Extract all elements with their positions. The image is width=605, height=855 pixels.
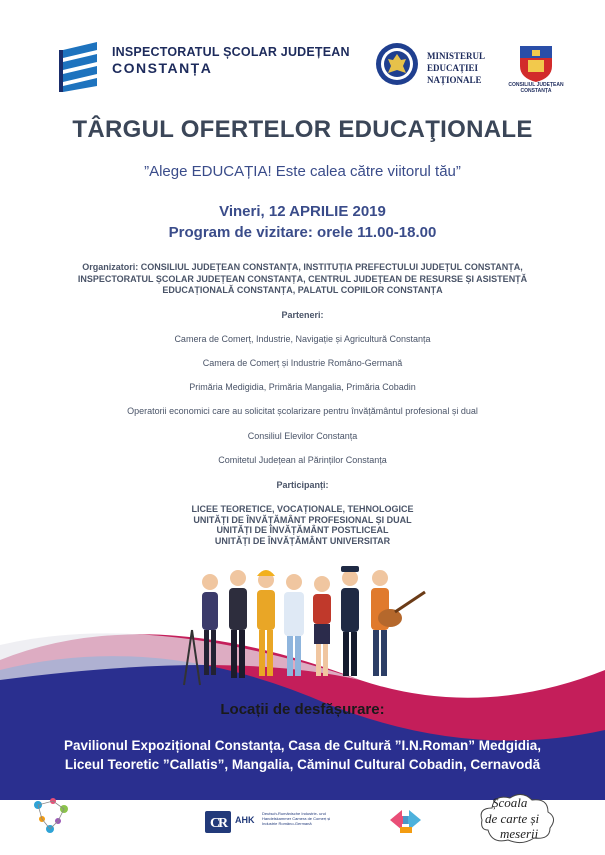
- ministry-line: EDUCAȚIEI: [427, 63, 479, 73]
- event-date: Vineri, 12 APRILIE 2019: [219, 203, 386, 220]
- locations-line: Pavilionul Expozițional Constanța, Casa de Cultură ”I.N.Roman” Medgidia,: [63, 738, 542, 753]
- participant-item: UNITĂȚI DE ÎNVĂȚĂMÂNT POSTLICEAL: [216, 525, 389, 535]
- photographer-figure: [184, 574, 218, 685]
- pilot-figure: [341, 566, 359, 676]
- partner-item: Operatorii economici care au solicitat școlarizare pentru învățământul profesional și dual: [127, 406, 478, 416]
- participants-label: Participanți:: [276, 480, 329, 490]
- county-council-name: CONSILIUL JUDEȚEAN CONSTANȚA: [508, 82, 564, 94]
- partner-logo-arrows-icon: [388, 805, 423, 835]
- partner-item: Primăria Medigidia, Primăria Mangalia, Primăria Cobadin: [189, 382, 416, 392]
- participant-item: LICEE TEORETICE, VOCAȚIONALE, TEHNOLOGICE: [191, 504, 414, 514]
- organizers-text: CONSILIUL JUDEȚEAN CONSTANȚA, INSTITUȚIA PREFECTULUI JUDEȚUL CONSTANȚA, INSPECTORATUL ȘCOLAR JUDEȚEAN CONSTANȚA, CENTRUL JUDEȚEAN DE RESURSE ȘI ASISTENȚĂ EDUCAȚIONALĂ CONSTANȚA, PALATUL COPIILOR CONSTANȚA: [77, 262, 528, 295]
- county-crest-icon: [518, 42, 554, 82]
- visiting-hours: Program de vizitare: orele 11.00-18.00: [168, 224, 437, 241]
- scoala-logo-line: Școala: [492, 795, 528, 810]
- ministry-name: [427, 50, 485, 86]
- partner-item: Camera de Comerț și Industrie Româno-Germană: [202, 358, 403, 368]
- participant-item: UNITĂȚI DE ÎNVĂȚĂMÂNT UNIVERSITAR: [214, 535, 391, 546]
- organizers-label: Organizatori:: [82, 262, 139, 272]
- ministry-line: NAȚIONALE: [427, 75, 482, 85]
- organizers-block: [70, 262, 535, 297]
- partner-item: Camera de Comerț, Industrie, Navigație și Agricultură Constanța: [174, 334, 431, 344]
- scoala-logo-line: de carte și: [485, 811, 540, 826]
- partner-item: Comitetul Județean al Părinților Constanța: [218, 455, 387, 465]
- ahk-tag: AHK: [235, 815, 255, 825]
- scoala-logo-line: meserii: [500, 826, 539, 841]
- participant-item: UNITĂȚI DE ÎNVĂȚĂMÂNT PROFESIONAL ȘI DUAL: [193, 514, 412, 525]
- isj-name-line1: INSPECTORATUL ȘCOLAR JUDEȚEAN: [112, 45, 350, 59]
- svg-text:C: C: [210, 816, 221, 831]
- ministry-line: MINISTERUL: [427, 51, 486, 61]
- isj-name-line2: CONSTANȚA: [112, 60, 213, 76]
- teacher-figure: [313, 576, 331, 676]
- government-emblem-icon: [375, 42, 419, 86]
- construction-worker-figure: [257, 570, 275, 676]
- partners-label: Parteneri:: [281, 310, 324, 320]
- business-figure: [229, 570, 247, 678]
- musician-figure: [371, 570, 425, 676]
- partner-item: Consiliul Elevilor Constanța: [247, 431, 358, 441]
- professionals-illustration: [180, 560, 440, 690]
- partner-logo-network-icon: [28, 795, 73, 835]
- event-title: TÂRGUL OFERTELOR EDUCAŢIONALE: [72, 116, 533, 143]
- doctor-figure: [284, 574, 304, 676]
- isj-logo: [55, 40, 105, 92]
- svg-text:R: R: [218, 816, 229, 831]
- locations-title: Locații de desfășurare:: [220, 701, 385, 718]
- event-slogan: ”Alege EDUCAȚIA! Este calea către viitorul tău”: [144, 163, 461, 180]
- locations-line: Liceul Teoretic ”Callatis”, Mangalia, Căminul Cultural Cobadin, Cernavodă: [64, 757, 541, 772]
- ahk-subtitle: Deutsch-Rumänische Industrie- und Handelskammer Camera de Comerț și Industrie Româno-Germană: [262, 811, 331, 826]
- participants-list: [0, 504, 605, 546]
